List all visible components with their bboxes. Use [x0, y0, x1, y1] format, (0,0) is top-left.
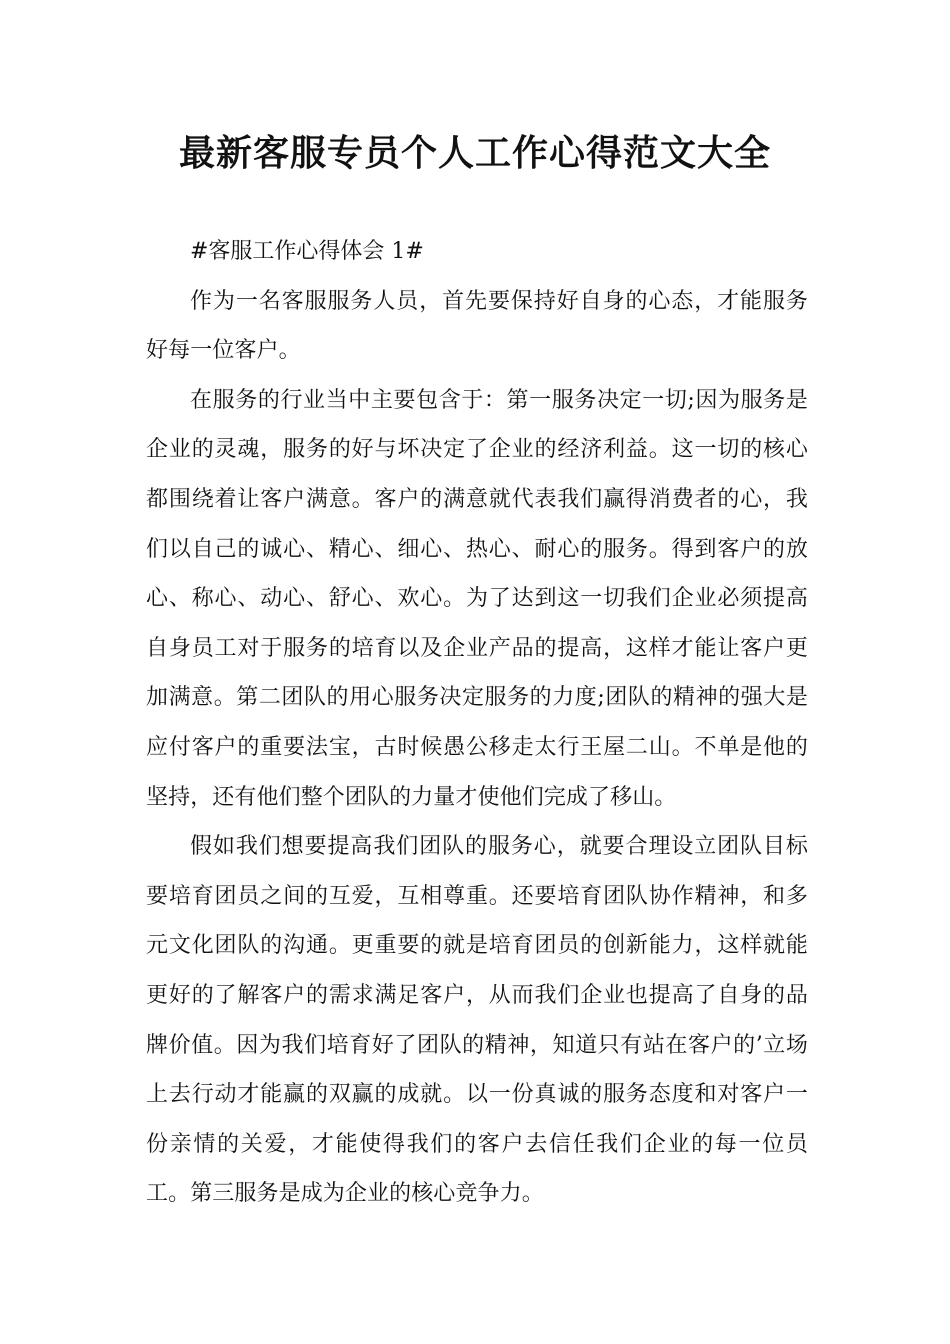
paragraph-2: 在服务的行业当中主要包含于：第一服务决定一切;因为服务是企业的灵魂，服务的好与坏决定了企业的经济利益。这一切的核心都围绕着让客户满意。客户的满意就代表我们赢得消费者的心，我们以自己的诚心、精心、细心、热心、耐心的服务。得到客户的放心、称心、动心、舒心、欢心。为了达到这一切我们企业必须提高自身员工对于服务的培育以及企业产品的提高，这样才能让客户更加满意。第二团队的用心服务决定服务的力度;团队的精神的强大是应付客户的重要法宝，古时候愚公移走太行王屋二山。不单是他的坚持，还有他们整个团队的力量才使他们完成了移山。: [146, 387, 808, 810]
section-heading: #客服工作心得体会 1#: [190, 239, 424, 264]
document-title: 最新客服专员个人工作心得范文大全: [178, 133, 771, 174]
document-body: [146, 227, 808, 1219]
paragraph-3: 假如我们想要提高我们团队的服务心，就要合理设立团队目标要培育团员之间的互爱，互相尊重。还要培育团队协作精神，和多元文化团队的沟通。更重要的就是培育团员的创新能力，这样就能更好的了解客户的需求满足客户，从而我们企业也提高了自身的品牌价值。因为我们培育好了团队的精神，知道只有站在客户的’立场上去行动才能赢的双赢的成就。以一份真诚的服务态度和对客户一份亲情的关爱，才能使得我们的客户去信任我们企业的每一位员工。第三服务是成为企业的核心竞争力。: [146, 834, 808, 1207]
paragraph-1: 作为一名客服服务人员，首先要保持好自身的心态，才能服务好每一位客户。: [146, 288, 808, 364]
